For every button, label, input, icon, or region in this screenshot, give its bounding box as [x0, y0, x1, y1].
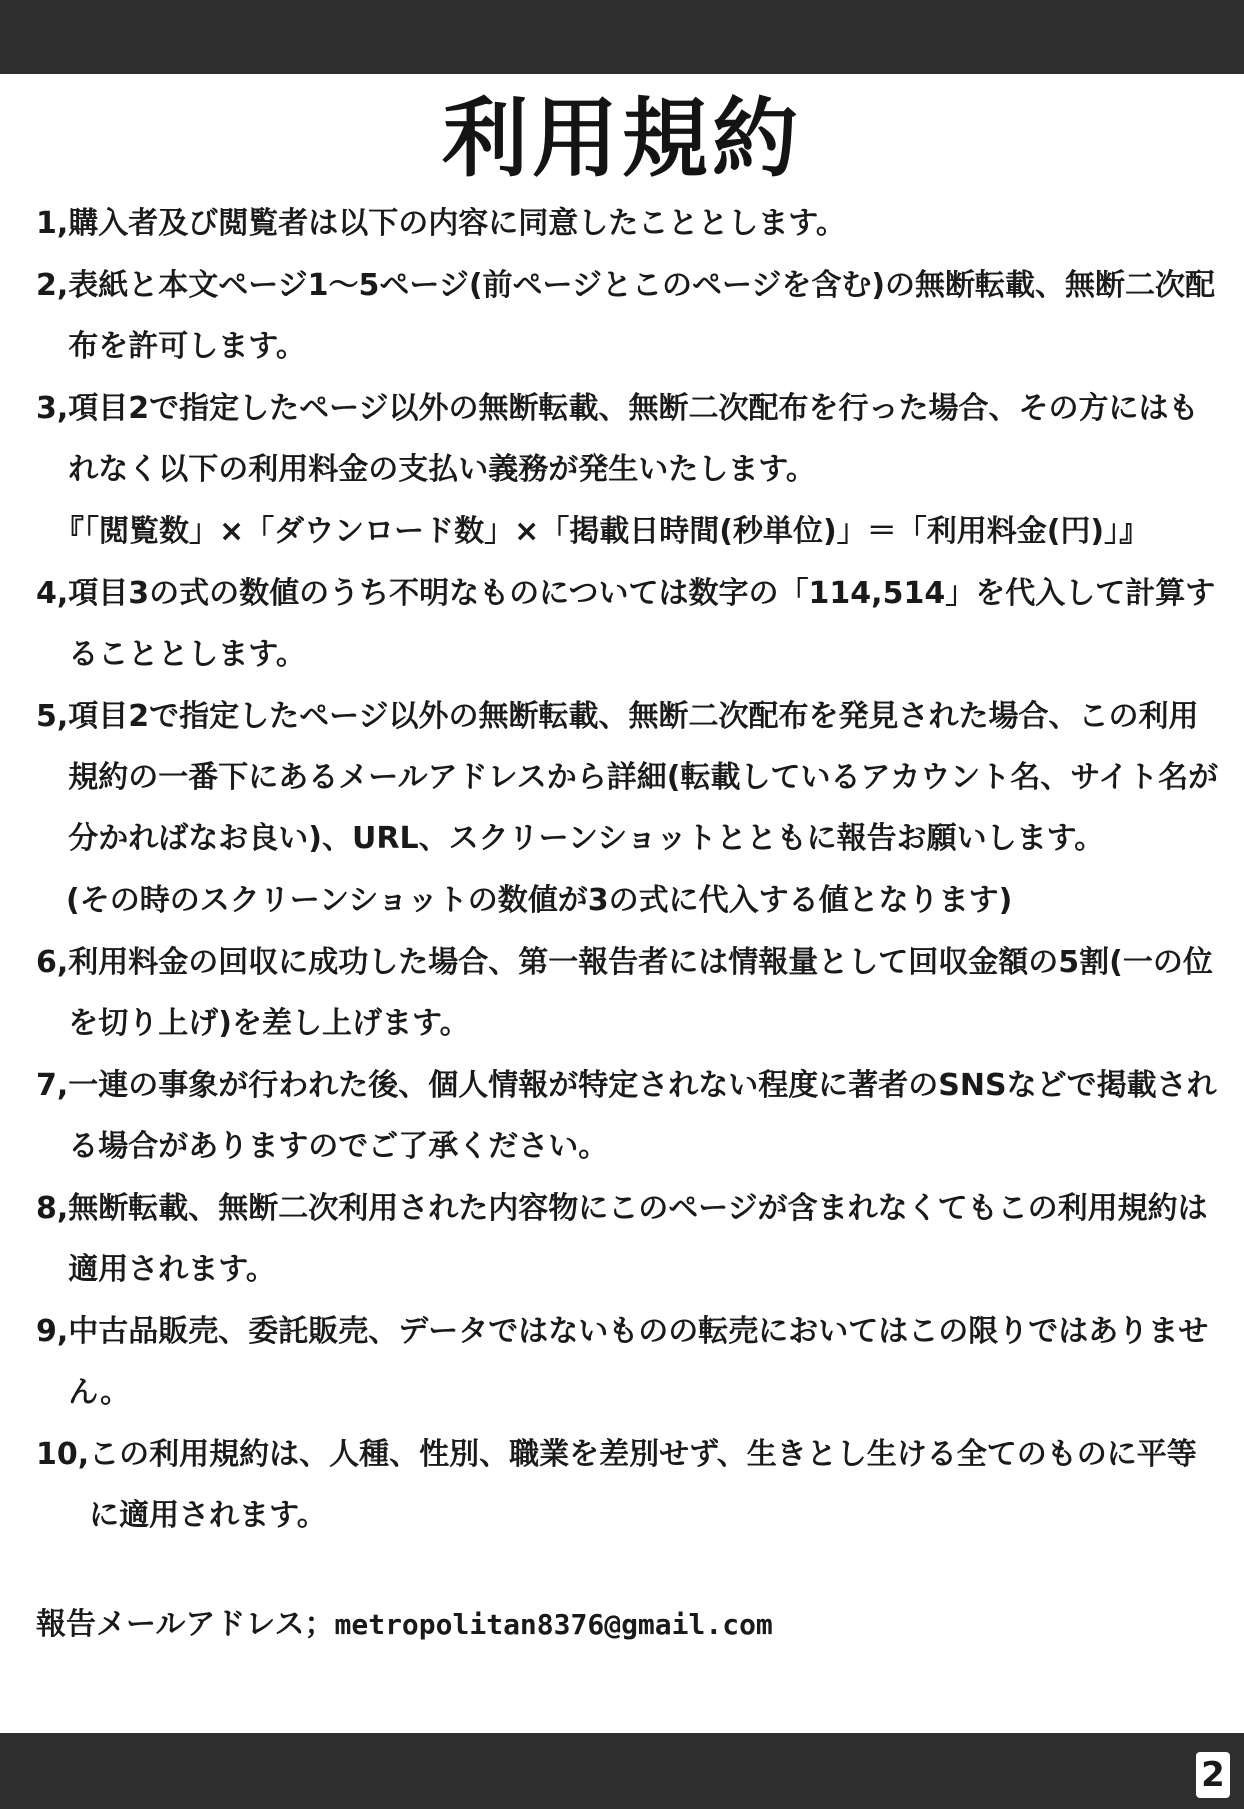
- term-text: 表紙と本文ページ1～5ページ(前ページとこのページを含む)の無断転載、無断二次配布を許可します。: [68, 268, 1216, 364]
- term-number: 8,: [36, 1191, 69, 1226]
- report-email-line: [36, 1600, 773, 1650]
- page-title: 利用規約: [442, 89, 802, 189]
- term-item-5: [36, 686, 1226, 869]
- report-email-address[interactable]: metropolitan8376@gmail.com: [334, 1608, 773, 1641]
- term-number: 10,: [36, 1437, 90, 1472]
- term-item-7: [36, 1055, 1226, 1177]
- term-number: 7,: [36, 1068, 69, 1103]
- term-text: 項目3の式の数値のうち不明なものについては数字の「114,514」を代入して計算することとします。: [68, 576, 1216, 672]
- term-number: 5,: [36, 699, 69, 734]
- term-number: 6,: [36, 945, 69, 980]
- screenshot-note: (その時のスクリーンショットの数値が3の式に代入する値となります): [66, 883, 1013, 918]
- report-email-label: 報告メールアドレス；: [36, 1607, 335, 1642]
- terms-list: [36, 193, 1226, 1547]
- term-text: 利用料金の回収に成功した場合、第一報告者には情報量として回収金額の5割(一の位を切り上げ)を差し上げます。: [68, 945, 1213, 1041]
- term-item-2: [36, 255, 1226, 377]
- term-number: 3,: [36, 391, 69, 426]
- term-item-4: [36, 563, 1226, 685]
- term-number: 4,: [36, 576, 69, 611]
- term-item-10: [36, 1424, 1226, 1546]
- fee-formula: 『「閲覧数」×「ダウンロード数」×「掲載日時間(秒単位)」＝「利用料金(円)」』: [54, 514, 1150, 549]
- term-text: 一連の事象が行われた後、個人情報が特定されない程度に著者のSNSなどで掲載される場合がありますのでご了承ください。: [68, 1068, 1217, 1164]
- term-item-1: [36, 193, 1226, 254]
- term-item-9: [36, 1301, 1226, 1423]
- term-text: 購入者及び閲覧者は以下の内容に同意したこととします。: [68, 206, 846, 241]
- term-number: 1,: [36, 206, 69, 241]
- bottom-border-band: [0, 1733, 1244, 1809]
- term-text: 中古品販売、委託販売、データではないものの転売においてはこの限りではありません。: [68, 1314, 1209, 1410]
- term-number: 9,: [36, 1314, 69, 1349]
- term-item-6: [36, 932, 1226, 1054]
- term-text: 項目2で指定したページ以外の無断転載、無断二次配布を行った場合、その方にはもれなく以下の利用料金の支払い義務が発生いたします。: [68, 391, 1199, 487]
- term-text: 無断転載、無断二次利用された内容物にこのページが含まれなくてもこの利用規約は適用されます。: [68, 1191, 1208, 1287]
- term-item-8: [36, 1178, 1226, 1300]
- term-number: 2,: [36, 268, 69, 303]
- top-border-band: [0, 0, 1244, 74]
- term-text: この利用規約は、人種、性別、職業を差別せず、生きとし生ける全てのものに平等に適用されます。: [89, 1437, 1197, 1533]
- term-text: 項目2で指定したページ以外の無断転載、無断二次配布を発見された場合、この利用規約の一番下にあるメールアドレスから詳細(転載しているアカウント名、サイト名が分かればなお良い)、URL、スクリーンショットとともに報告お願いします。: [68, 699, 1219, 856]
- term-item-3: [36, 378, 1226, 500]
- page-number: 2: [1196, 1752, 1230, 1798]
